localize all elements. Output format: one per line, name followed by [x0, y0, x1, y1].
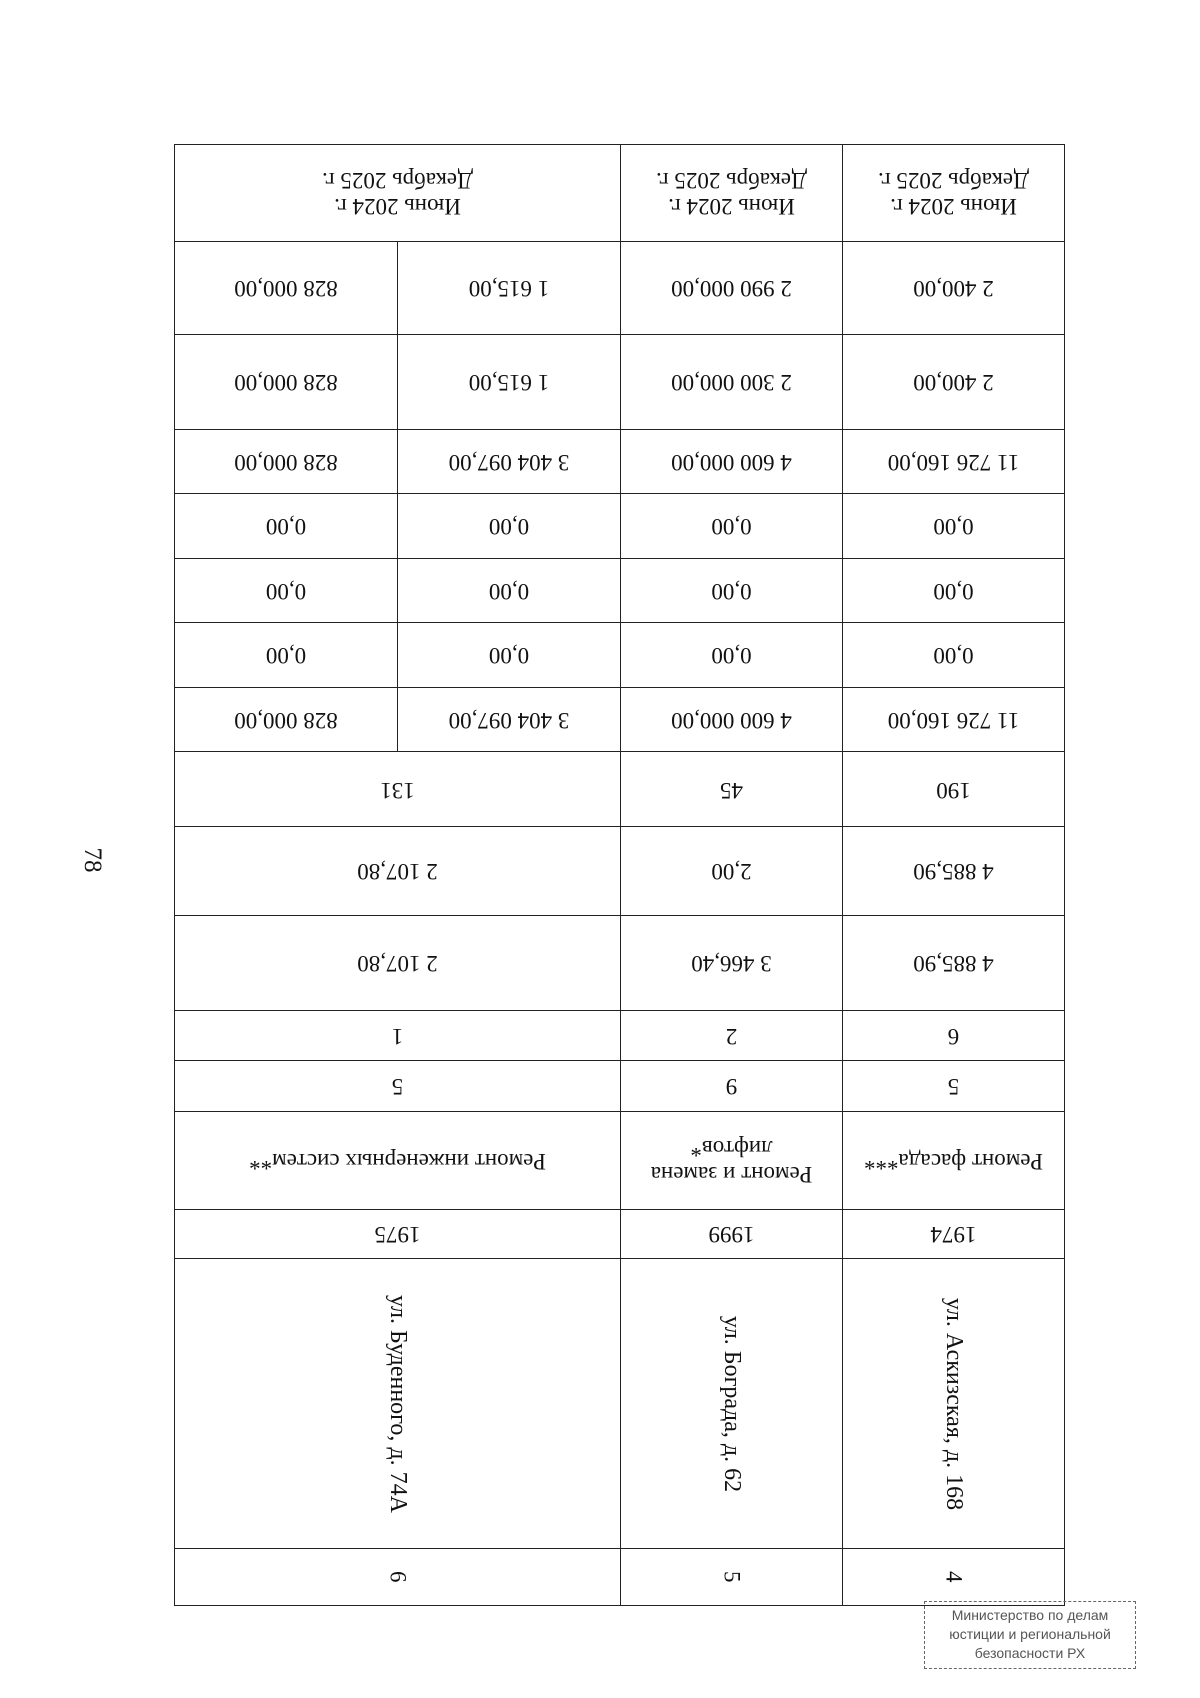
table-row-area-work	[175, 827, 1065, 916]
cell-area-total: 3 466,40	[621, 915, 843, 1010]
cell-year: 1975	[175, 1210, 621, 1258]
page-number: 78	[79, 847, 106, 873]
table-row-address	[175, 1258, 1065, 1549]
cell-period	[175, 145, 621, 242]
cell-year: 1974	[843, 1210, 1065, 1258]
cell-type: 9	[621, 1061, 843, 1111]
table-row-cost-budget	[175, 558, 1065, 623]
cell-cost-budget: 0,00	[843, 558, 1065, 623]
table-row-cost-owners	[175, 429, 1065, 494]
cell-cost-budget: 0,00	[621, 558, 843, 623]
period-end: Декабрь 2025 г.	[656, 168, 807, 193]
table-row-period	[175, 145, 1065, 242]
cell-cost-budget: 0,00	[398, 558, 621, 623]
cell-num: 5	[621, 1549, 843, 1606]
cell-area-work: 2 107,80	[175, 827, 621, 916]
cell-residents: 131	[175, 752, 621, 827]
cell-type: 5	[175, 1061, 621, 1111]
cell-cost-fund: 0,00	[843, 623, 1065, 688]
stamp-line: юстиции и региональной	[949, 1626, 1111, 1642]
period-end: Декабрь 2025 г.	[878, 168, 1029, 193]
table-row-type	[175, 1061, 1065, 1111]
cell-unit-cost: 2 400,00	[843, 334, 1065, 429]
cell-cost-owners: 11 726 160,00	[843, 429, 1065, 494]
cell-address: ул. Бограда, д. 62	[621, 1258, 843, 1549]
cell-limit-cost: 2 990 000,00	[621, 242, 843, 335]
period-end: Декабрь 2025 г.	[322, 168, 473, 193]
cell-limit-cost: 828 000,00	[175, 242, 398, 335]
cell-cost-fund: 0,00	[175, 623, 398, 688]
cell-area-total: 4 885,90	[843, 915, 1065, 1010]
cell-residents: 190	[843, 752, 1065, 827]
cell-cost-total: 828 000,00	[175, 687, 398, 752]
table-row-number	[175, 1549, 1065, 1606]
period-start: Июнь 2024 г.	[334, 194, 461, 220]
table-row-unit-cost	[175, 334, 1065, 429]
table-row-cost-other	[175, 494, 1065, 559]
cell-area-work: 2,00	[621, 827, 843, 916]
works-table-wrapper	[175, 144, 1065, 1606]
registration-stamp	[924, 1601, 1136, 1669]
cell-cost-fund: 0,00	[398, 623, 621, 688]
cell-address: ул. Аскизская, д. 168	[843, 1258, 1065, 1549]
cell-cost-budget: 0,00	[175, 558, 398, 623]
cell-count: 2	[621, 1010, 843, 1060]
cell-period	[621, 145, 843, 242]
cell-area-total: 2 107,80	[175, 915, 621, 1010]
period-start: Июнь 2024 г.	[890, 194, 1017, 220]
cell-cost-other: 0,00	[175, 494, 398, 559]
cell-limit-cost: 1 615,00	[398, 242, 621, 335]
cell-residents: 45	[621, 752, 843, 827]
period-start: Июнь 2024 г.	[668, 194, 795, 220]
cell-count: 6	[843, 1010, 1065, 1060]
cell-cost-other: 0,00	[621, 494, 843, 559]
works-table	[174, 144, 1065, 1606]
table-row-year	[175, 1210, 1065, 1258]
stamp-line: Министерство по делам	[951, 1607, 1109, 1623]
cell-address: ул. Буденного, д. 74А	[175, 1258, 621, 1549]
cell-cost-owners: 828 000,00	[175, 429, 398, 494]
table-row-cost-fund	[175, 623, 1065, 688]
cell-work: Ремонт фасада***	[843, 1111, 1065, 1210]
cell-cost-fund: 0,00	[621, 623, 843, 688]
cell-limit-cost: 2 400,00	[843, 242, 1065, 335]
cell-type: 5	[843, 1061, 1065, 1111]
table-row-area-total	[175, 915, 1065, 1010]
cell-work: Ремонт и замена лифтов*	[621, 1111, 843, 1210]
cell-work: Ремонт инженерных систем**	[175, 1111, 621, 1210]
stamp-line: безопасности РХ	[974, 1645, 1086, 1661]
cell-cost-total: 4 600 000,00	[621, 687, 843, 752]
table-row-residents	[175, 752, 1065, 827]
table-row-cost-total	[175, 687, 1065, 752]
cell-num: 4	[843, 1549, 1065, 1606]
cell-cost-other: 0,00	[843, 494, 1065, 559]
cell-period	[843, 145, 1065, 242]
cell-unit-cost: 2 300 000,00	[621, 334, 843, 429]
cell-cost-owners: 4 600 000,00	[621, 429, 843, 494]
cell-unit-cost: 1 615,00	[398, 334, 621, 429]
cell-cost-total: 11 726 160,00	[843, 687, 1065, 752]
cell-cost-total: 3 404 097,00	[398, 687, 621, 752]
cell-unit-cost: 828 000,00	[175, 334, 398, 429]
cell-area-work: 4 885,90	[843, 827, 1065, 916]
cell-cost-owners: 3 404 097,00	[398, 429, 621, 494]
cell-cost-other: 0,00	[398, 494, 621, 559]
table-row-work	[175, 1111, 1065, 1210]
cell-year: 1999	[621, 1210, 843, 1258]
table-row-limit-cost	[175, 242, 1065, 335]
table-row-count	[175, 1010, 1065, 1060]
cell-count: 1	[175, 1010, 621, 1060]
cell-num: 6	[175, 1549, 621, 1606]
